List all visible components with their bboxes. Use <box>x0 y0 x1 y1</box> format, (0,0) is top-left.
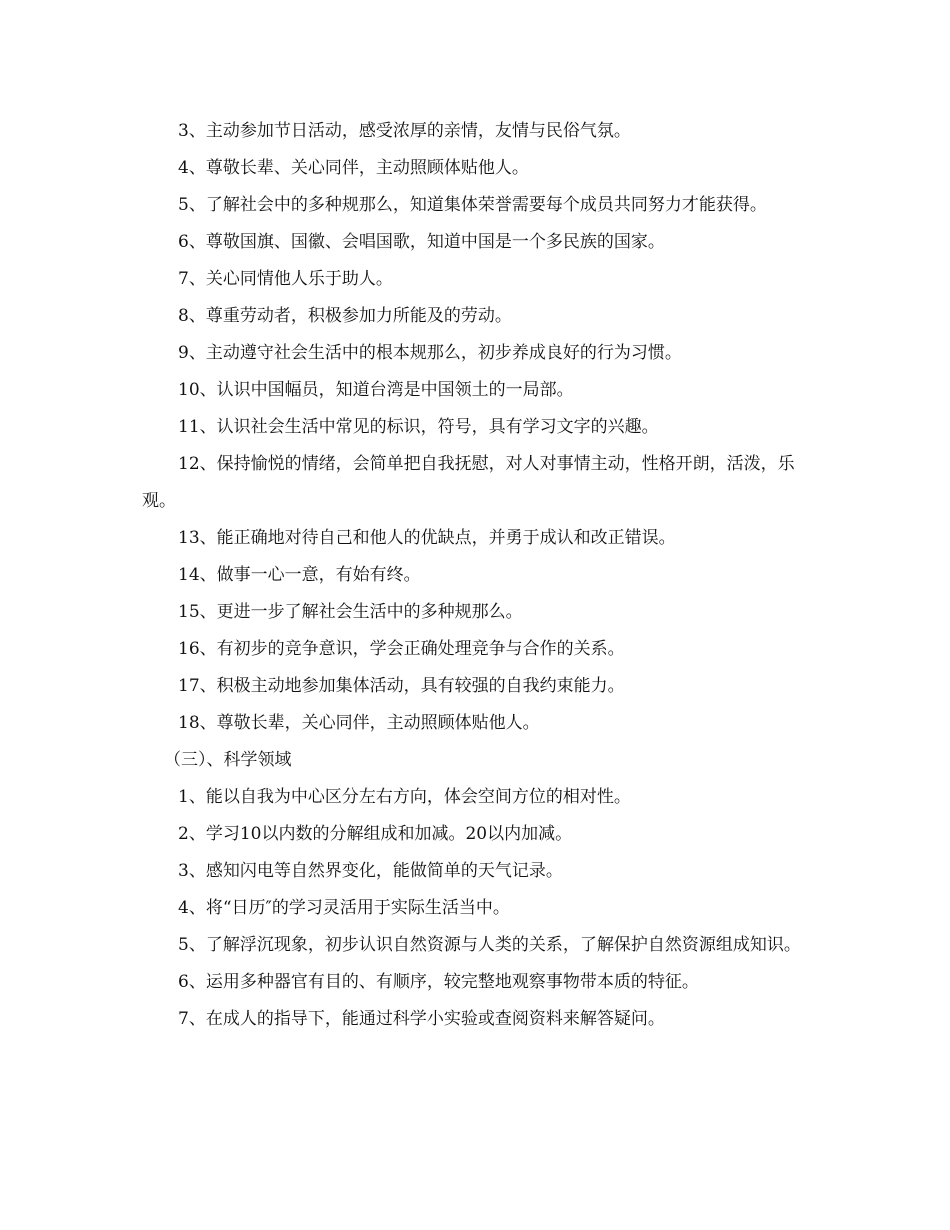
paragraph: 7、在成人的指导下，能通过科学小实验或查阅资料来解答疑问。 <box>178 1009 665 1029</box>
paragraph: 17、积极主动地参加集体活动，具有较强的自我约束能力。 <box>178 676 625 696</box>
paragraph: 8、尊重劳动者，积极参加力所能及的劳动。 <box>178 306 512 326</box>
paragraph: 4、尊敬长辈、关心同伴，主动照顾体贴他人。 <box>178 158 529 178</box>
paragraph: 16、有初步的竞争意识，学会正确处理竞争与合作的关系。 <box>178 639 625 659</box>
paragraph: 6、运用多种器官有目的、有顺序，较完整地观察事物带本质的特征。 <box>178 972 699 992</box>
paragraph: 15、更进一步了解社会生活中的多种规那么。 <box>178 602 523 622</box>
paragraph: 2、学习10以内数的分解组成和加减。20以内加减。 <box>178 824 573 844</box>
document-body <box>142 113 812 1038</box>
paragraph: 5、了解浮沉现象，初步认识自然资源与人类的关系，了解保护自然资源组成知识。 <box>178 935 801 955</box>
paragraph: 1、能以自我为中心区分左右方向，体会空间方位的相对性。 <box>178 787 631 807</box>
paragraph: 4、将“日历″的学习灵活用于实际生活当中。 <box>178 898 510 918</box>
paragraph: 7、关心同情他人乐于助人。 <box>178 269 393 289</box>
paragraph: 3、感知闪电等自然界变化，能做简单的天气记录。 <box>178 861 563 881</box>
paragraph: 6、尊敬国旗、国徽、会唱国歌，知道中国是一个多民族的国家。 <box>178 232 665 252</box>
paragraph: 13、能正确地对待自己和他人的优缺点，并勇于成认和改正错误。 <box>178 528 676 548</box>
paragraph: 11、认识社会生活中常见的标识，符号，具有学习文字的兴趣。 <box>178 417 659 437</box>
paragraph: 14、做事一心一意，有始有终。 <box>178 565 421 585</box>
paragraph: 10、认识中国幅员，知道台湾是中国领土的一局部。 <box>178 380 574 400</box>
paragraph: 5、了解社会中的多种规那么，知道集体荣誉需要每个成员共同努力才能获得。 <box>178 195 767 215</box>
paragraph: 9、主动遵守社会生活中的根本规那么，初步养成良好的行为习惯。 <box>178 343 682 363</box>
paragraph: 18、尊敬长辈，关心同伴，主动照顾体贴他人。 <box>178 713 540 733</box>
section-heading: （三）、科学领域 <box>164 750 292 770</box>
paragraph: 12、保持愉悦的情绪，会简单把自我抚慰，对人对事情主动，性格开朗，活泼，乐观。 <box>142 454 795 511</box>
paragraph: 3、主动参加节日活动，感受浓厚的亲情，友情与民俗气氛。 <box>178 121 631 141</box>
